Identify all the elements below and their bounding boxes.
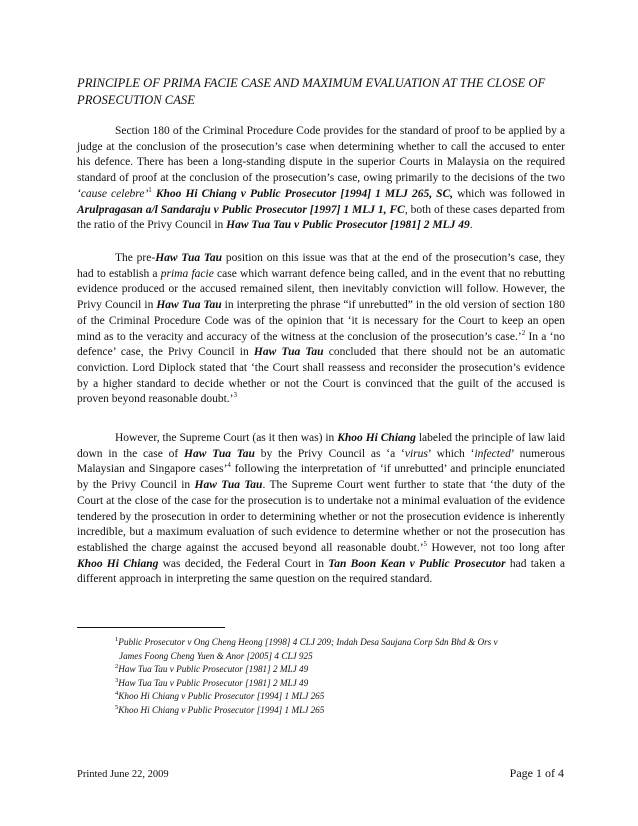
p1-text: which was followed in [453,187,565,200]
footnote-text: Haw Tua Tau v Public Prosecutor [1981] 2 MLJ 49 [118,677,309,688]
footnote-number: 2 [115,663,119,671]
p3-text: was decided, the Federal Court in [158,557,329,570]
p3-text: ’ numerous Malaysian and Singapore cases’ [77,447,565,476]
case-name: Khoo Hi Chiang [77,557,159,570]
p1-text: Section 180 of the Criminal Procedure Code provides for the standard of proof to be applied by a judge at the conclusion of the prosecution’s case when determining whether to call the accused to enter his defence. There has been a long-standing dispute in the superior Courts in Malaysia on the required standard of proof at the conclusion of the prosecution’s case, owing primarily to the decisions of the two [77,125,565,185]
footnote-ref-4[interactable]: 4 [227,461,231,470]
section-heading [77,75,567,109]
footnote-ref-1[interactable]: 1 [148,185,152,194]
printed-date: Printed June 22, 2009 [77,769,169,780]
case-name: Khoo Hi Chiang [337,432,416,444]
footnote-text: Khoo Hi Chiang v Public Prosecutor [1994] 1 MLJ 265 [118,704,325,715]
footnote-text: Khoo Hi Chiang v Public Prosecutor [1994] 1 MLJ 265 [118,691,325,702]
footnote-number: 4 [115,690,119,698]
footnote-1 [115,636,565,650]
paragraph-2 [77,251,565,408]
case-name: Haw Tua Tau [155,252,223,264]
p1-text: . [469,219,473,232]
p2-italic: prima facie [160,267,214,280]
case-citation: Khoo Hi Chiang v Public Prosecutor [1994] 1 MLJ 265, SC, [155,187,454,200]
footnote-ref-5[interactable]: 5 [423,540,428,549]
footnote-1-continuation: James Foong Cheng Yuen & Anor [2005] 4 CLJ 925 [119,650,313,661]
footnote-divider [77,627,225,628]
p3-text: following the interpretation of ‘if unrebutted’ and principle enunciated by the Privy Council in [77,463,565,492]
p3-text: labeled the principle of law laid down in the case of [77,432,565,460]
p3-text: However, the Supreme Court (as it then was) in [115,432,338,444]
heading-line-1: PRINCIPLE OF PRIMA FACIE CASE AND MAXIMUM EVALUATION AT THE CLOSE OF [77,76,546,90]
p1-text: , both of these cases departed from the ratio of the Privy Council in [77,203,565,232]
footnotes [115,636,565,718]
case-name: Haw Tua Tau [253,346,324,359]
paragraph-3 [77,431,565,588]
p2-text: In a ‘no defence’ case, the Privy Council in [77,330,565,359]
case-citation: Arulpragasan a/l Sandaraju v Public Prosecutor [1997] 1 MLJ 1, FC [77,203,405,216]
footnote-number: 5 [115,703,119,711]
footnote-number: 3 [115,676,119,684]
case-citation: Haw Tua Tau v Public Prosecutor [1981] 2 MLJ 49 [226,219,470,232]
case-name: Haw Tua Tau [184,447,255,460]
case-name: Haw Tua Tau [156,299,222,312]
page-number: Page 1 of 4 [509,766,564,780]
footnote-5 [115,704,565,718]
footnote-2 [115,663,565,677]
p3-text: had taken a different approach in interpreting the same question on the required standard. [77,557,565,586]
p3-italic: infected [474,447,511,460]
footnote-ref-2[interactable]: 2 [521,328,526,337]
p2-text: position on this issue was that at the end of the prosecution’s case, they had to establish a [77,252,565,280]
paragraph-1 [77,124,565,234]
p3-italic: virus [404,447,428,460]
case-name: Haw Tua Tau [194,479,263,492]
heading-line-2: PROSECUTION CASE [77,93,195,107]
p3-text: . The Supreme Court went further to state that ‘the duty of the Court at the close of the case for the prosecution is to undertake not a minimal evaluation of the evidence tendered by the prosecution in order to determining whether or not the prosecution evidence is inherently incredible, but a maximum evaluation of such evidence to determine whether or not the prosecution has established the charge against the accused beyond all reasonable doubt.’ [77,479,565,554]
footnote-3 [115,677,565,691]
footnote-text: Haw Tua Tau v Public Prosecutor [1981] 2 MLJ 49 [118,664,309,675]
case-name: Tan Boon Kean v Public Prosecutor [328,557,506,570]
footnote-4 [115,690,565,704]
p2-text: case which warrant defence being called, and in the event that no rebutting evidence produced or the accused remained silent, then inevitably conviction will follow. However, the Privy Council in [77,267,565,312]
footnote-number: 1 [115,635,119,643]
p1-italic: ‘cause celebre’ [77,187,149,200]
p3-text: ’ which ‘ [427,447,475,460]
p2-text: The pre- [115,252,156,264]
p3-text: by the Privy Council as ‘a ‘ [254,447,405,460]
footnote-text: Public Prosecutor v Ong Cheng Heong [1998] 4 CLJ 209; Indah Desa Saujana Corp Sdn Bhd & Ors v [118,637,498,647]
p3-text: However, not too long after [427,541,565,554]
footnote-ref-3[interactable]: 3 [233,391,237,400]
p2-text: concluded that there should not be an automatic conviction. Lord Diplock stated that ‘the Court shall reassess and reconsider the prosecution’s evidence by a higher standard to decide whether or not the Court is convinced that the guilt of the accused is proven beyond reasonable doubt.’ [77,346,566,406]
p2-text: in interpreting the phrase “if unrebutted” in the old version of section 180 of the Criminal Procedure Code was of the opinion that ‘it is necessary for the Court to keep an open mind as to the veracity and accuracy of the witness at the conclusion of the prosecution’s case.’ [77,299,565,343]
